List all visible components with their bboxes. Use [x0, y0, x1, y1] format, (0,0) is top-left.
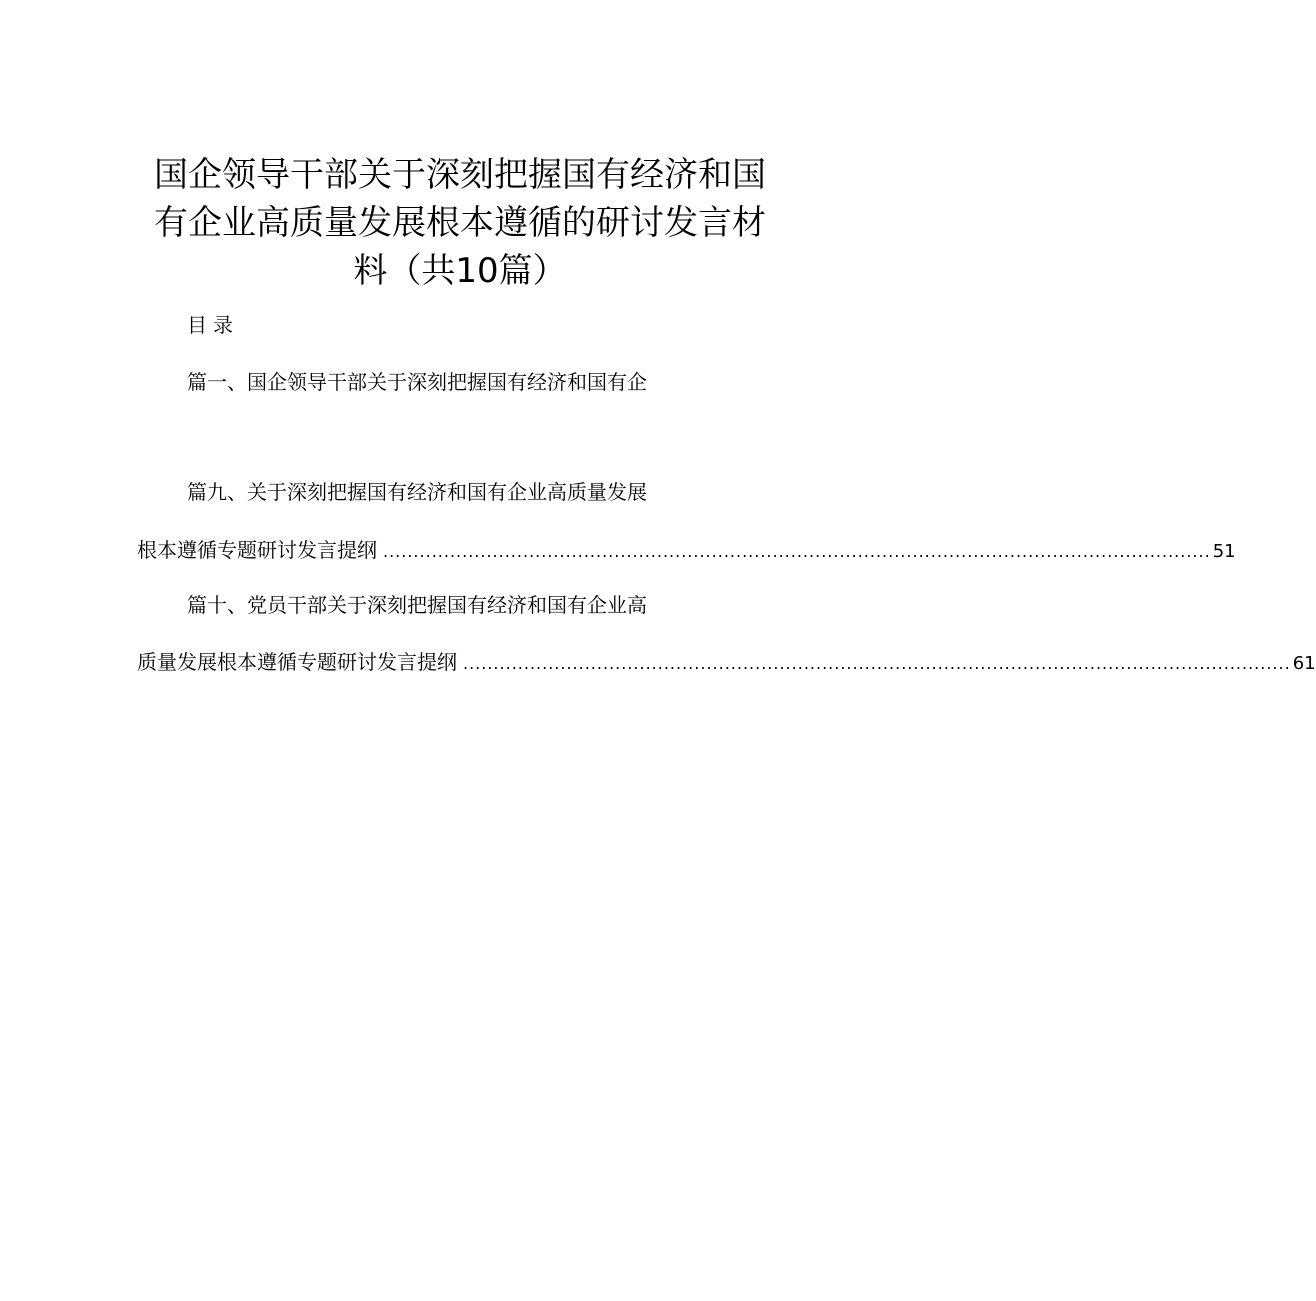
dot-leader: ........................................................................................................................................: [383, 542, 1211, 561]
toc-page-number: 61: [1292, 653, 1316, 674]
toc-entry-10-line[interactable]: 篇十、党员干部关于深刻把握国有经济和国有企业高: [187, 593, 647, 617]
title-line: 有企业高质量发展根本遵循的研讨发言材: [154, 202, 766, 243]
title-line: 料（共10篇）: [353, 250, 567, 291]
toc-entry-9-text: 根本遵循专题研讨发言提纲: [137, 538, 377, 562]
toc-entry-1-line[interactable]: 篇一、国企领导干部关于深刻把握国有经济和国有企: [187, 370, 647, 394]
dot-leader: ........................................................................................................................................: [463, 654, 1291, 673]
toc-entry-10-text: 质量发展根本遵循专题研讨发言提纲: [137, 650, 457, 674]
toc-heading: 目录: [187, 313, 239, 337]
toc-page-number: 51: [1212, 541, 1236, 562]
toc-entry-9-line[interactable]: 篇九、关于深刻把握国有经济和国有企业高质量发展: [187, 480, 647, 504]
document-title: [150, 151, 770, 295]
toc-entry-9-continuation[interactable]: [137, 536, 1236, 566]
toc-entry-10-continuation[interactable]: [137, 648, 1316, 678]
title-line: 国企领导干部关于深刻把握国有经济和国: [154, 154, 766, 195]
